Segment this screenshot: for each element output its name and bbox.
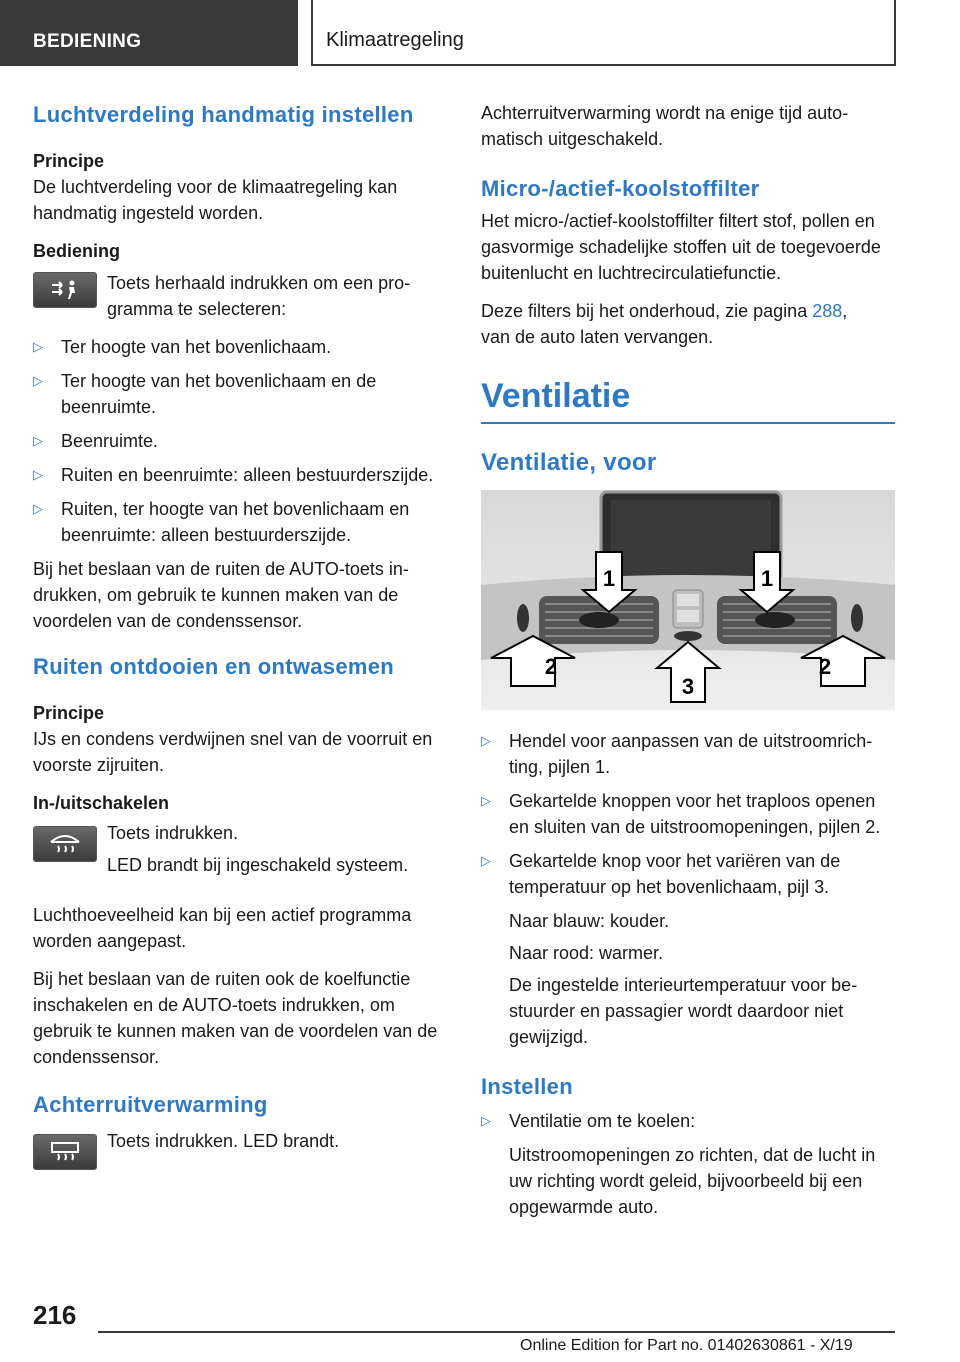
sub-paragraph: De ingestelde interieurtemperatuur voor bestuurder en passagier wordt daardoor niet gewijzigd. [509,975,858,1047]
figure-label: 1 [602,566,616,591]
icon-row [33,1128,443,1170]
paragraph: De luchtverdeling voor de klimaatregeling kan handmatig ingesteld worden. [33,177,398,223]
list-item: ▷ Hendel voor aanpassen van de uitstroomrichting, pijlen 1. [481,728,895,780]
figure-label: 1 [760,566,774,591]
sub-paragraph: Naar blauw: kouder. [509,911,670,931]
paragraph: Bij het beslaan van de ruiten de AUTO-toets indrukken, om gebruik te kunnen maken van de voordelen van de condenssensor. [33,559,409,631]
figure-label: 2 [544,654,558,679]
defrost-button-icon [33,826,97,862]
subheading-principe: Principe [33,703,105,723]
heading-ontdooien: Ruiten ontdooien en ontwasemen [33,654,395,679]
text-block [107,820,443,890]
edition-info: Online Edition for Part no. 01402630861 - X/19 [520,1337,853,1354]
paragraph: Toets herhaald indrukken om een programma te selecteren: [107,273,411,319]
list-item: ▷ Ventilatie om te koelen: [481,1108,895,1134]
heading-filter: Micro-/actief-koolstoffilter [481,176,760,201]
paragraph: Deze filters bij het onderhoud, zie pagina 288, van de auto laten vervangen. [481,301,848,347]
heading-ventilatie: Ventilatie [481,376,895,424]
heading-achterruit: Achterruitverwarming [33,1092,268,1117]
chapter-title: Klimaatregeling [311,0,896,66]
vent-list [481,728,895,900]
subheading-bediening: Bediening [33,241,121,261]
rear-defrost-button-icon [33,1134,97,1170]
list-item: ▷ Gekartelde knoppen voor het traploos openen en sluiten van de uitstroomopeningen, pijlen 2. [481,788,895,840]
figure-label: 2 [818,654,832,679]
page-link[interactable]: 288 [812,301,843,321]
dashboard-vents-figure [481,490,895,710]
paragraph: Toets indrukken. [107,823,239,843]
triangle-bullet-icon: ▷ [481,1113,491,1128]
page-number: 216 [33,1300,77,1330]
paragraph: Achterruitverwarming wordt na enige tijd automatisch uitgeschakeld. [481,103,849,149]
paragraph: IJs en condens verdwijnen snel van de voorruit en voorste zijruiten. [33,729,433,775]
triangle-bullet-icon: ▷ [481,793,491,808]
triangle-bullet-icon: ▷ [33,467,43,482]
heading-ventilatie-voor: Ventilatie, voor [481,449,657,476]
heading-luchtverdeling: Luchtverdeling handmatig instellen [33,102,414,127]
paragraph: Toets indrukken. LED brandt. [107,1131,340,1151]
list-item: ▷ Beenruimte. [33,428,443,454]
paragraph: LED brandt bij ingeschakeld systeem. [107,855,409,875]
paragraph: Het micro-/actief-koolstoffilter filtert stof, pollen en gasvormige schadelijke stoffen uit de toegevoerde buitenlucht en luchtrecirculatiefunctie. [481,211,881,283]
paragraph: Bij het beslaan van de ruiten ook de koelfunctie inschakelen en de AUTO-toets indrukken, om gebruik te kunnen maken van de voordelen van de condenssensor. [33,969,438,1067]
figure-label: 3 [681,674,695,699]
subheading-inuitschakelen: In-/uitschakelen [33,793,170,813]
right-column [481,100,895,1226]
list-item: ▷ Ruiten, ter hoogte van het bovenlichaam en beenruimte: alleen bestuurderszijde. [33,496,443,548]
triangle-bullet-icon: ▷ [33,433,43,448]
sub-paragraph: Uitstroomopeningen zo richten, dat de lucht in uw richting wordt geleid, bijvoorbeeld bij een opgewarmde auto. [509,1145,876,1217]
section-title: BEDIENING [0,0,298,66]
icon-row [33,270,443,322]
page-header [0,0,960,66]
sub-paragraph: Naar rood: warmer. [509,943,664,963]
instellen-list [481,1108,895,1134]
list-item: ▷ Gekartelde knop voor het variëren van de temperatuur op het bovenlichaam, pijl 3. [481,848,895,900]
subheading-principe: Principe [33,151,105,171]
triangle-bullet-icon: ▷ [481,853,491,868]
paragraph: Luchthoeveelheid kan bij een actief programma worden aangepast. [33,905,412,951]
footer-divider [98,1331,895,1333]
triangle-bullet-icon: ▷ [33,501,43,516]
left-column [33,100,443,1182]
list-item: ▷ Ruiten en beenruimte: alleen bestuurderszijde. [33,462,443,488]
list-item: ▷ Ter hoogte van het bovenlichaam en de beenruimte. [33,368,443,420]
icon-row [33,820,443,890]
air-distribution-button-icon [33,272,97,308]
triangle-bullet-icon: ▷ [33,339,43,354]
triangle-bullet-icon: ▷ [33,373,43,388]
heading-instellen: Instellen [481,1074,573,1099]
list-item: ▷ Ter hoogte van het bovenlichaam. [33,334,443,360]
program-list [33,334,443,548]
triangle-bullet-icon: ▷ [481,733,491,748]
